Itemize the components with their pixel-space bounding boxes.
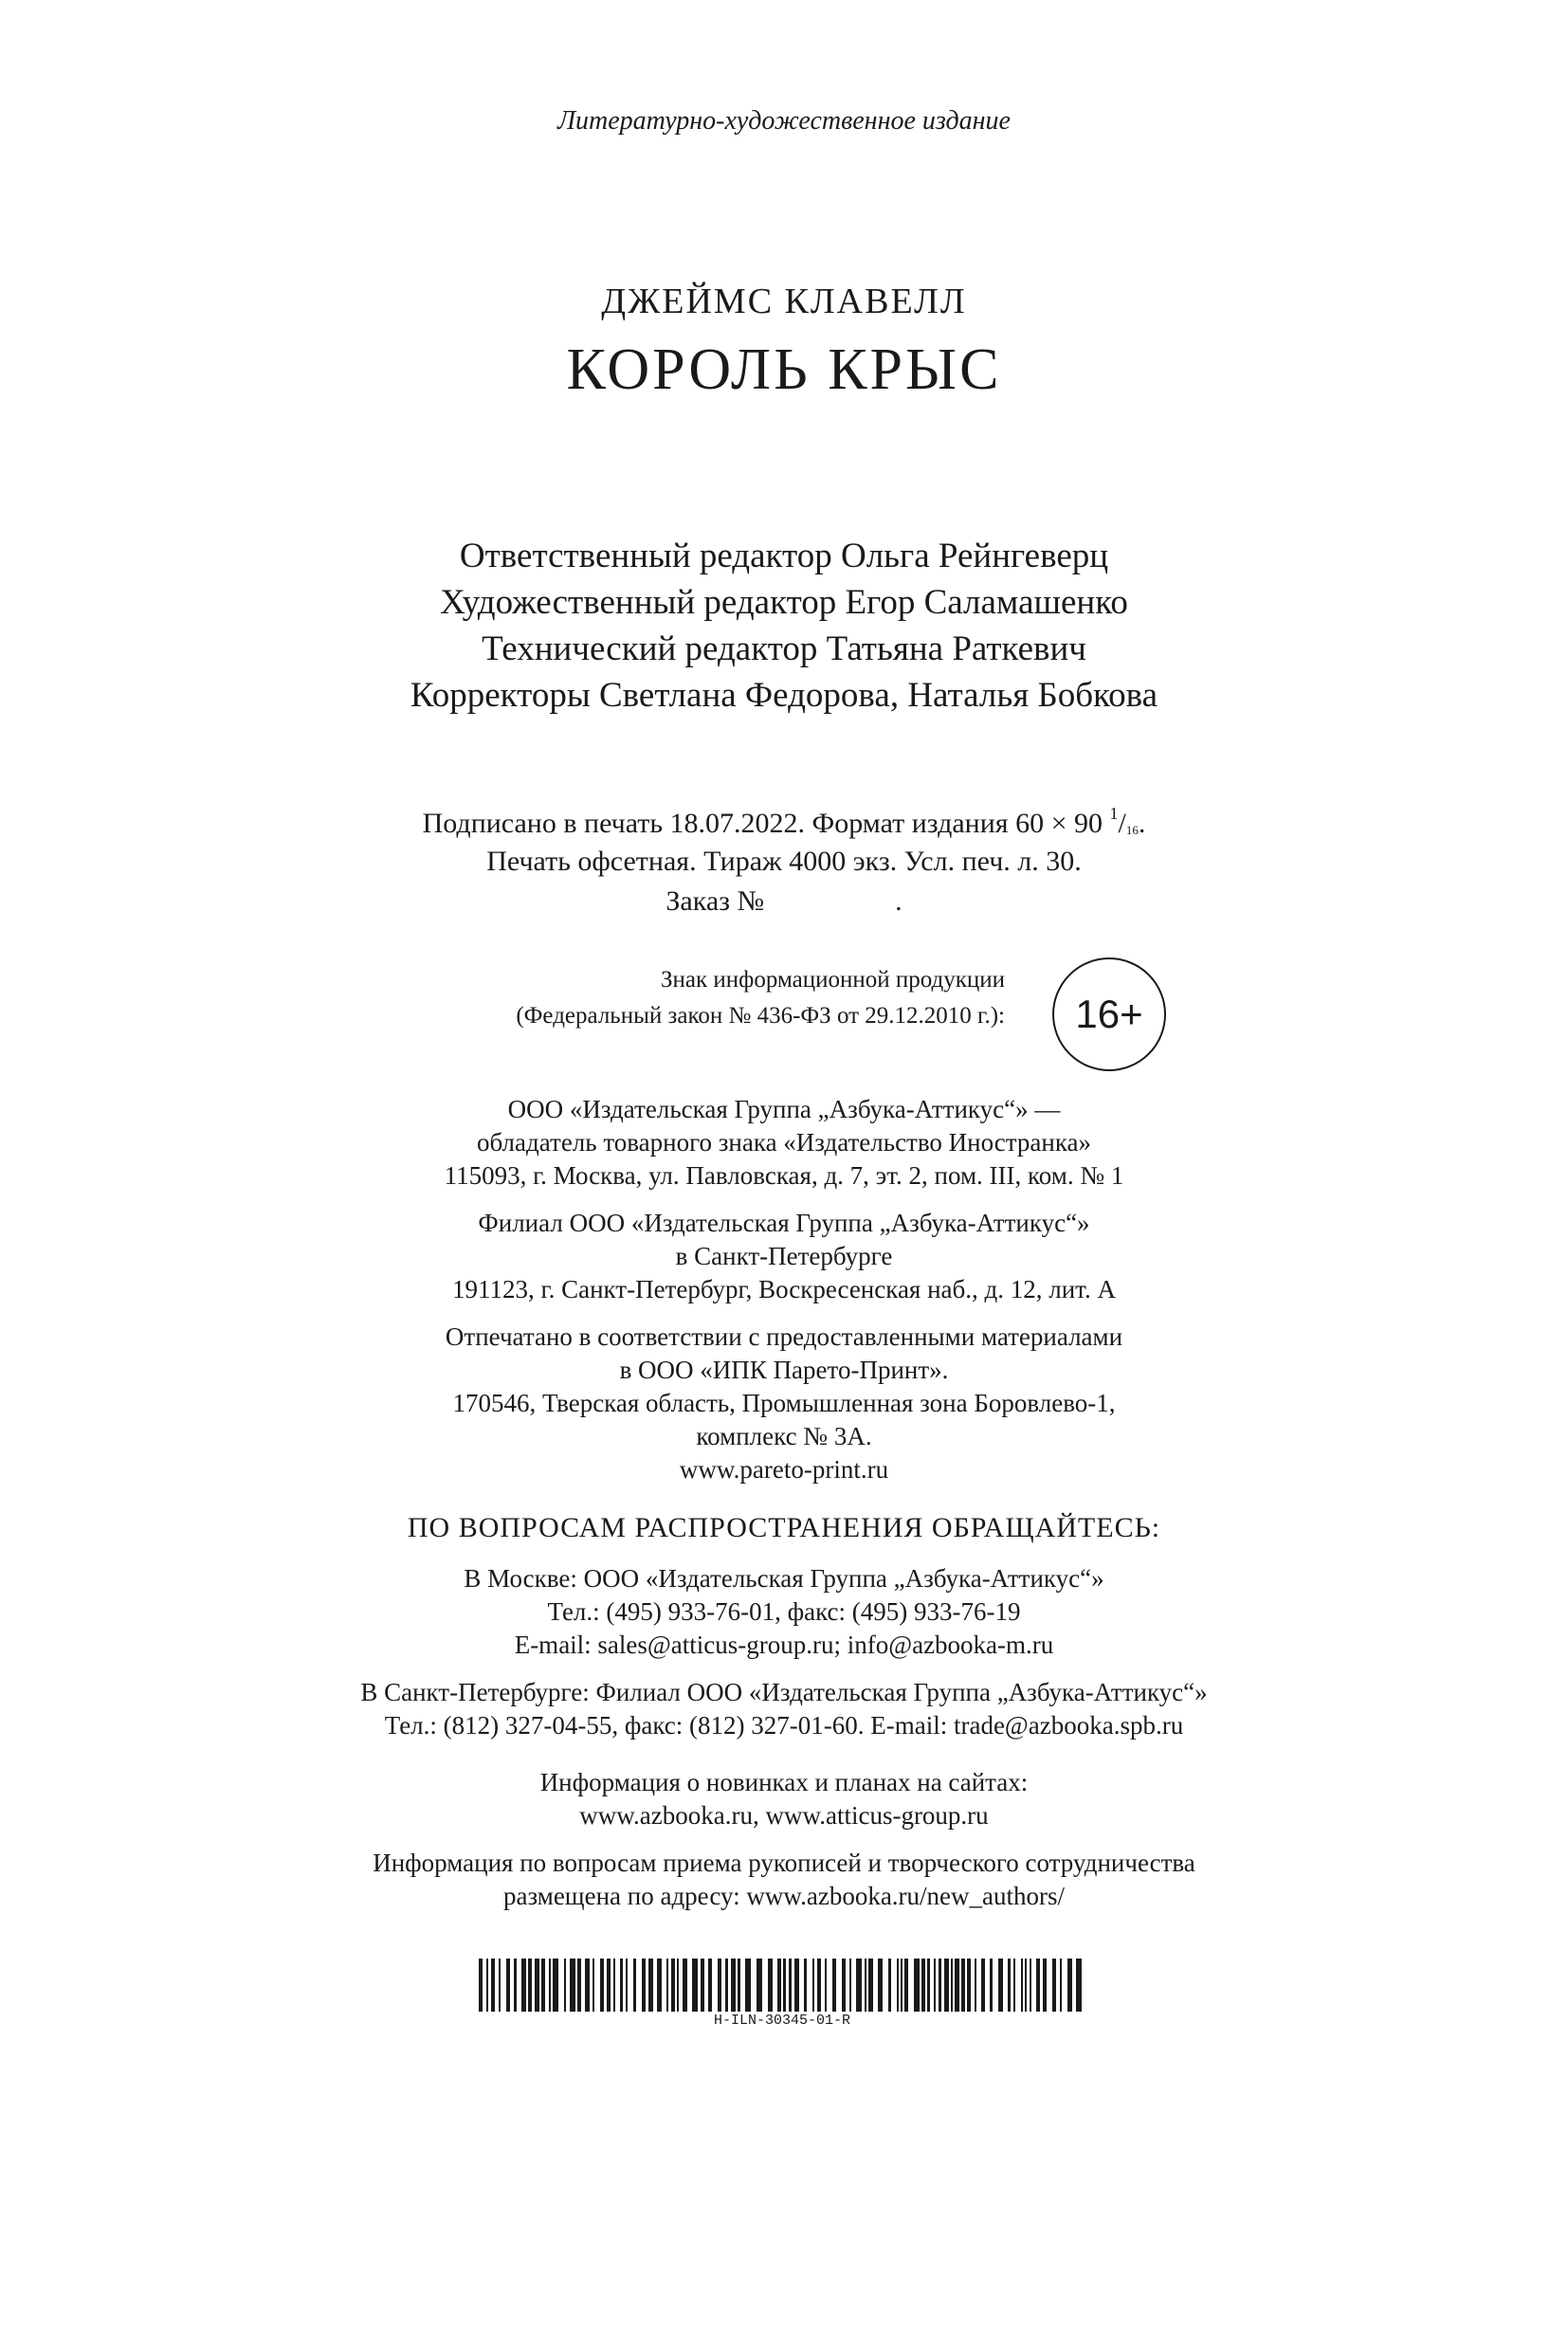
- barcode-bar: [789, 1959, 792, 2012]
- barcode-bar: [865, 1959, 866, 2012]
- barcode-bar: [897, 1959, 899, 2012]
- barcode-bar: [1021, 1959, 1023, 2012]
- distribution-moscow-3: E-mail: sales@atticus-group.ru; info@azbooka-m.ru: [514, 1631, 1054, 1659]
- printer-line-2: в ООО «ИПК Парето-Принт».: [619, 1356, 949, 1384]
- barcode-bar: [692, 1959, 698, 2012]
- barcode-bar: [849, 1959, 851, 2012]
- barcode-bar: [783, 1959, 786, 2012]
- manuscripts-line-1: Информация по вопросам приема рукописей и творческого сотрудничества: [373, 1849, 1195, 1877]
- barcode-bar: [921, 1959, 925, 2012]
- age-rating-badge: 16+: [1052, 957, 1166, 1071]
- barcode-bar: [842, 1959, 846, 2012]
- barcode-bar: [812, 1959, 814, 2012]
- barcode-bar: [541, 1959, 545, 2012]
- barcode-bar: [521, 1959, 526, 2012]
- distribution-spb-2: Тел.: (812) 327-04-55, факс: (812) 327-01-60. E-mail: trade@azbooka.spb.ru: [384, 1711, 1184, 1740]
- barcode-bar: [626, 1959, 628, 2012]
- barcode-bar: [1013, 1959, 1015, 2012]
- barcode-bar: [745, 1959, 751, 2012]
- barcode-bar: [671, 1959, 675, 2012]
- barcode-bar: [951, 1959, 953, 2012]
- barcode-bar: [642, 1959, 646, 2012]
- barcode-bar: [535, 1959, 539, 2012]
- barcode-bar: [794, 1959, 799, 2012]
- distribution-moscow-2: Тел.: (495) 933-76-01, факс: (495) 933-76-19: [547, 1597, 1021, 1626]
- barcode-bar: [939, 1959, 941, 2012]
- printer-line-3: 170546, Тверская область, Промышленная зона Боровлево-1,: [452, 1389, 1116, 1417]
- print-info-line-1: Подписано в печать 18.07.2022. Формат издания 60 × 90 $^1$/16.: [422, 804, 1146, 839]
- barcode-bar: [633, 1959, 636, 2012]
- barcode-bar: [975, 1959, 976, 2012]
- order-number-line: Заказ № .: [665, 885, 903, 917]
- barcode-bar: [585, 1959, 590, 2012]
- printer-line-4: комплекс № 3А.: [696, 1422, 872, 1450]
- printer-line-1: Отпечатано в соответствии с предоставленными материалами: [445, 1322, 1123, 1351]
- age-rating-label-2: (Федеральный закон № 436-ФЗ от 29.12.2010 г.):: [516, 1003, 1005, 1029]
- publisher-address: 115093, г. Москва, ул. Павловская, д. 7, эт. 2, пом. III, ком. № 1: [444, 1161, 1124, 1190]
- age-rating-label-1: Знак информационной продукции: [660, 967, 1005, 993]
- barcode-bar: [777, 1959, 781, 2012]
- branch-line-1: Филиал ООО «Издательская Группа „Азбука-Аттикус“»: [478, 1209, 1090, 1237]
- barcode-text: H-ILN-30345-01-R: [713, 2013, 851, 2029]
- genre-label: Литературно-художественное издание: [557, 106, 1011, 136]
- staff-line-chief-editor: Ответственный редактор Ольга Рейнгеверц: [459, 537, 1109, 575]
- barcode-bar: [967, 1959, 971, 2012]
- author-name: ДЖЕЙМС КЛАВЕЛЛ: [601, 282, 967, 321]
- publisher-line-2: обладатель товарного знака «Издательство Иностранка»: [476, 1128, 1092, 1157]
- barcode-bar: [738, 1959, 740, 2012]
- websites-line-1: Информация о новинках и планах на сайтах:: [539, 1768, 1029, 1796]
- book-title: КОРОЛЬ КРЫС: [566, 337, 1002, 402]
- barcode-bar: [486, 1959, 488, 2012]
- printer-website: www.pareto-print.ru: [679, 1455, 889, 1484]
- barcode-bar: [666, 1959, 668, 2012]
- distribution-heading: ПО ВОПРОСАМ РАСПРОСТРАНЕНИЯ ОБРАЩАЙТЕСЬ:: [407, 1512, 1161, 1543]
- barcode-bar: [725, 1959, 728, 2012]
- barcode-bar: [944, 1959, 949, 2012]
- barcode-bar: [514, 1959, 517, 2012]
- barcode-bar: [1008, 1959, 1011, 2012]
- branch-address: 191123, г. Санкт-Петербург, Воскресенская наб., д. 12, лит. А: [452, 1275, 1116, 1303]
- publisher-line-1: ООО «Издательская Группа „Азбука-Аттикус“» —: [507, 1095, 1061, 1123]
- manuscripts-line-2: размещена по адресу: www.azbooka.ru/new_authors/: [502, 1882, 1066, 1910]
- barcode-bar: [479, 1959, 483, 2012]
- barcode-bar: [1043, 1959, 1047, 2012]
- format-denominator: 16: [1125, 823, 1139, 837]
- barcode-bar: [570, 1959, 575, 2012]
- barcode-bar: [613, 1959, 615, 2012]
- staff-line-proofreaders: Корректоры Светлана Федорова, Наталья Бобкова: [410, 676, 1158, 715]
- distribution-spb-1: В Санкт-Петербурге: Филиал ООО «Издательская Группа „Азбука-Аттикус“»: [360, 1678, 1208, 1706]
- barcode-bar: [817, 1959, 821, 2012]
- barcode-bar: [1052, 1959, 1056, 2012]
- branch-line-2: в Санкт-Петербурге: [675, 1242, 893, 1270]
- order-label: Заказ №: [665, 885, 765, 917]
- barcode-bar: [888, 1959, 891, 2012]
- barcode-bar: [914, 1959, 920, 2012]
- barcode-bar: [1025, 1959, 1027, 2012]
- barcode-bar: [961, 1959, 965, 2012]
- barcode-bar: [499, 1959, 501, 2012]
- barcode-bar: [901, 1959, 903, 2012]
- barcode-bar: [620, 1959, 623, 2012]
- barcode-bar: [577, 1959, 581, 2012]
- barcode-bar: [757, 1959, 762, 2012]
- staff-line-tech-editor: Технический редактор Татьяна Раткевич: [482, 629, 1086, 668]
- barcode-bar: [593, 1959, 594, 2012]
- barcode-bar: [868, 1959, 873, 2012]
- barcode-bar: [1030, 1959, 1031, 2012]
- barcode-bar: [768, 1959, 773, 2012]
- print-signed-format: Подписано в печать 18.07.2022. Формат издания 60 × 90: [422, 808, 1103, 839]
- barcode-bar: [832, 1959, 836, 2012]
- barcode-bar: [718, 1959, 721, 2012]
- barcode-bar: [731, 1959, 736, 2012]
- format-numerator: 1: [1109, 804, 1119, 823]
- barcode-bar: [528, 1959, 532, 2012]
- barcode-bar: [934, 1959, 936, 2012]
- barcode-bar: [506, 1959, 510, 2012]
- barcode-bar: [683, 1959, 687, 2012]
- barcode-bar: [955, 1959, 959, 2012]
- print-info-line-2: Печать офсетная. Тираж 4000 экз. Усл. печ. л. 30.: [486, 846, 1082, 877]
- barcode-bar: [607, 1959, 611, 2012]
- barcode-bar: [981, 1959, 985, 2012]
- barcode-bar: [708, 1959, 712, 2012]
- barcode-bar: [564, 1959, 566, 2012]
- barcode-bar: [1067, 1959, 1072, 2012]
- barcode-bar: [878, 1959, 883, 2012]
- barcode-bar: [553, 1959, 558, 2012]
- barcode-bar: [1036, 1959, 1040, 2012]
- barcode-bar: [549, 1959, 551, 2012]
- distribution-moscow-1: В Москве: ООО «Издательская Группа „Азбука-Аттикус“»: [464, 1564, 1104, 1593]
- barcode-bar: [856, 1959, 862, 2012]
- websites-line-2: www.azbooka.ru, www.atticus-group.ru: [579, 1801, 989, 1830]
- barcode-bar: [701, 1959, 704, 2012]
- barcode-bar: [1060, 1959, 1062, 2012]
- barcode-bar: [990, 1959, 993, 2012]
- barcode-bar: [600, 1959, 604, 2012]
- staff-line-art-editor: Художественный редактор Егор Саламашенко: [440, 583, 1128, 622]
- barcode-bar: [927, 1959, 930, 2012]
- barcode-bar: [904, 1959, 908, 2012]
- barcode: [479, 1959, 1085, 2012]
- barcode-bar: [648, 1959, 653, 2012]
- barcode-bar: [998, 1959, 1003, 2012]
- barcode-bar: [491, 1959, 495, 2012]
- barcode-bar: [825, 1959, 827, 2012]
- barcode-bar: [657, 1959, 662, 2012]
- barcode-bar: [677, 1959, 679, 2012]
- barcode-bar: [804, 1959, 807, 2012]
- barcode-bar: [1076, 1959, 1082, 2012]
